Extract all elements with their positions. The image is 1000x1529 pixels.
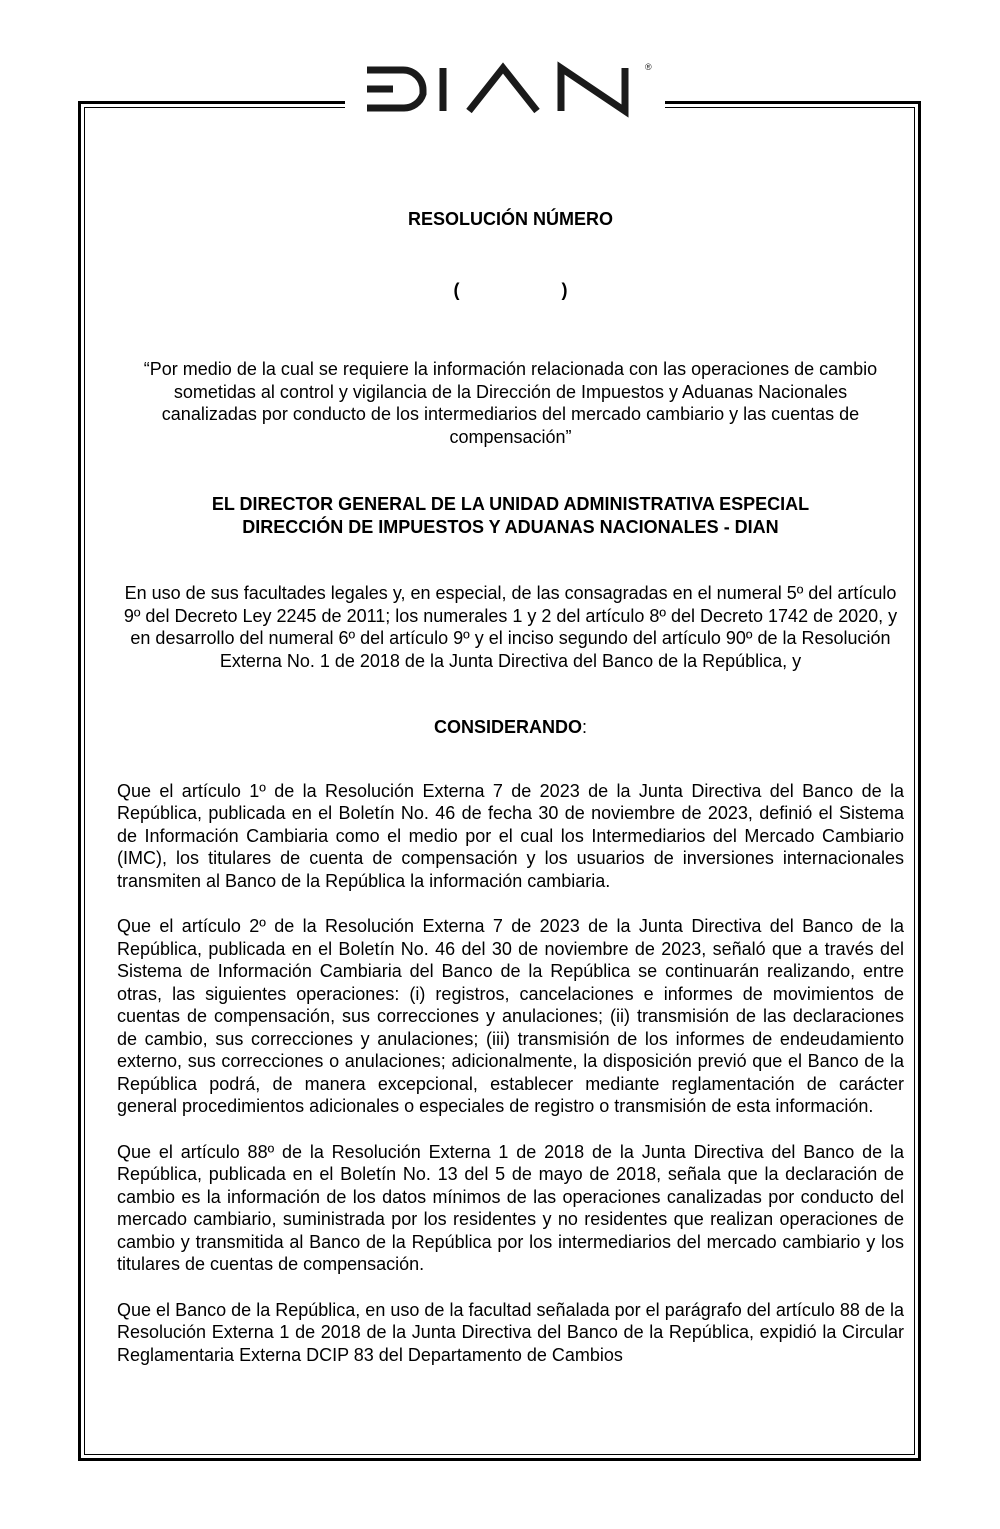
number-open-paren: ( (453, 279, 460, 300)
resolution-title: RESOLUCIÓN NÚMERO (407, 209, 613, 229)
considerando-heading (117, 716, 904, 739)
authority-line-2: DIRECCIÓN DE IMPUESTOS Y ADUANAS NACIONALES - DIAN (242, 516, 779, 537)
considerando-colon: : (582, 717, 588, 737)
document-body (117, 208, 904, 1366)
dian-logo-icon (345, 56, 665, 118)
resolution-number (117, 279, 904, 302)
resolution-epigraph: “Por medio de la cual se requiere la información relacionada con las operaciones de cambio sometidas al control y vigilancia de la Dirección de Impuestos y Aduanas Nacionales canalizadas por conducto de los intermediarios del mercado cambiario y las cuentas de compensación” (143, 359, 878, 447)
considerando-paragraph-4: Que el Banco de la República, en uso de la facultad señalada por el parágrafo del artículo 88 de la Resolución Externa 1 de 2018 de la Junta Directiva del Banco de la República, expidió la Circular Reglamentaria Externa DCIP 83 del Departamento de Cambios (117, 1299, 904, 1365)
considerando-paragraph-2: Que el artículo 2º de la Resolución Externa 7 de 2023 de la Junta Directiva del Banco de la República, publicada en el Boletín No. 46 del 30 de noviembre de 2023, señaló que a través del Sistema de Información Cambiaria del Banco de la República se continuarán realizando, entre otras, las siguientes operaciones: (i) registros, cancelaciones e informes de movimientos de cuentas de compensación, sus correcciones y anulaciones; (ii) transmisión de las declaraciones de cambio, sus correcciones y anulaciones; (iii) transmisión de los informes de endeudamiento externo, sus correcciones o anulaciones; adicionalmente, la disposición previó que el Banco de la República podrá, de manera excepcional, establecer mediante reglamentación de carácter general procedimientos adicionales o especiales de registro o transmisión de esta información. (117, 916, 904, 1116)
dian-logo (345, 56, 665, 118)
considerando-label: CONSIDERANDO (433, 717, 582, 737)
considerando-paragraph-1: Que el artículo 1º de la Resolución Externa 7 de 2023 de la Junta Directiva del Banco de la República, publicada en el Boletín No. 46 de fecha 30 de noviembre de 2023, definió el Sistema de Información Cambiaria como el medio por el cual los Intermediarios del Mercado Cambiario (IMC), los titulares de cuenta de compensación y los usuarios de inversiones internacionales transmiten al Banco de la República la información cambiaria. (117, 780, 904, 891)
authority-line-1: EL DIRECTOR GENERAL DE LA UNIDAD ADMINISTRATIVA ESPECIAL (211, 494, 810, 514)
considerando-paragraph-3: Que el artículo 88º de la Resolución Externa 1 de 2018 de la Junta Directiva del Banco de la República, publicada en el Boletín No. 13 del 5 de mayo de 2018, señala que la declaración de cambio es la información de los datos mínimos de las operaciones canalizadas por conducto del mercado cambiario, suministrada por los residentes y no residentes que realizan operaciones de cambio y transmitida al Banco de la República por los intermediarios del mercado cambiario y los titulares de cuentas de compensación. (117, 1141, 904, 1274)
legal-powers: En uso de sus facultades legales y, en especial, de las consagradas en el numeral 5º del artículo 9º del Decreto Ley 2245 de 2011; los numerales 1 y 2 del artículo 8º del Decreto 1742 de 2020, y en desarrollo del numeral 6º del artículo 9º y el inciso segundo del artículo 90º de la Resolución Externa No. 1 de 2018 de la Junta Directiva del Banco de la República, y (123, 583, 898, 671)
registered-mark: ® (645, 62, 652, 72)
number-close-paren: ) (561, 279, 568, 300)
